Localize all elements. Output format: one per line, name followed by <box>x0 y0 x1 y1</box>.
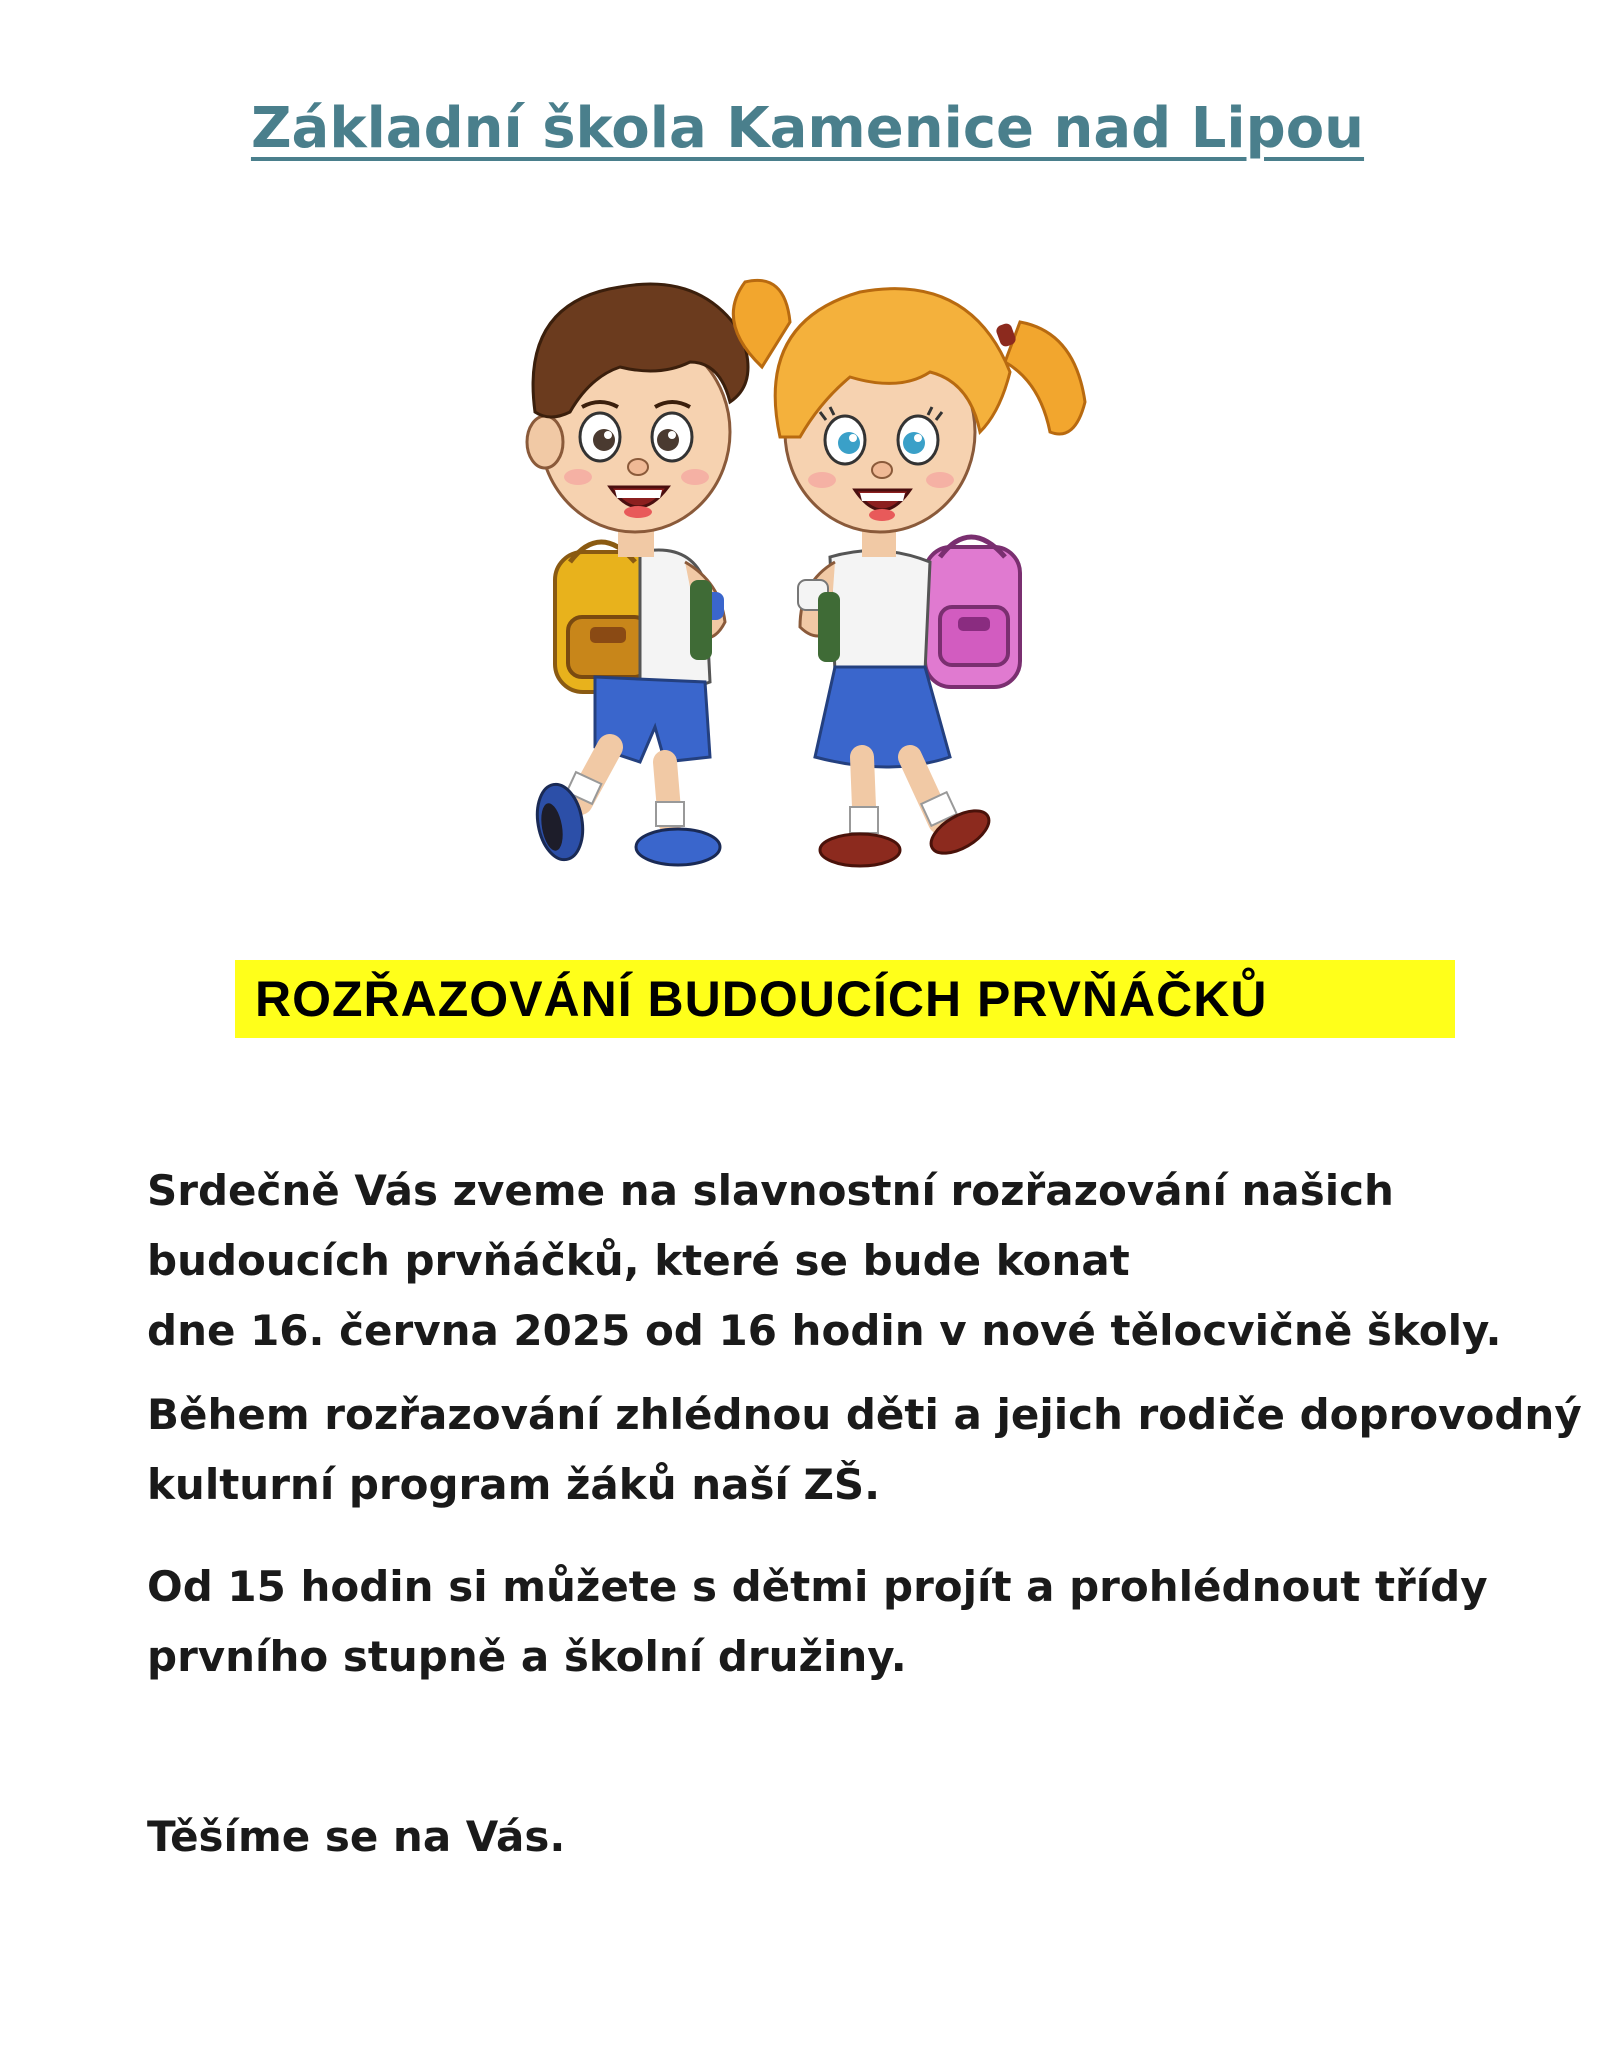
children-with-backpacks-illustration <box>500 262 1140 872</box>
program-paragraph <box>147 1380 1582 1520</box>
paragraph-line: prvního stupně a školní družiny. <box>147 1632 907 1681</box>
paragraph-line: Srdečně Vás zveme na slavnostní rozřazování našich <box>147 1166 1394 1215</box>
school-title <box>0 96 1615 161</box>
school-title-text: Základní škola Kamenice nad Lipou <box>250 96 1365 161</box>
headline-highlight <box>235 960 1455 1038</box>
girl-figure <box>733 280 1085 866</box>
paragraph-line: dne 16. června 2025 od 16 hodin v nové tělocvičně školy. <box>147 1306 1502 1355</box>
tour-paragraph <box>147 1552 1547 1692</box>
paragraph-line: kulturní program žáků naší ZŠ. <box>147 1460 881 1509</box>
boy-figure <box>527 284 748 865</box>
invitation-paragraph <box>147 1156 1547 1366</box>
closing-paragraph <box>147 1802 1547 1872</box>
paragraph-line: Těšíme se na Vás. <box>147 1812 566 1861</box>
paragraph-line: Od 15 hodin si můžete s dětmi projít a prohlédnout třídy <box>147 1562 1488 1611</box>
headline: ROZŘAZOVÁNÍ BUDOUCÍCH PRVŇÁČKŮ <box>255 971 1268 1027</box>
paragraph-line: budoucích prvňáčků, které se bude konat <box>147 1236 1130 1285</box>
paragraph-line: Během rozřazování zhlédnou děti a jejich rodiče doprovodný <box>147 1390 1582 1439</box>
